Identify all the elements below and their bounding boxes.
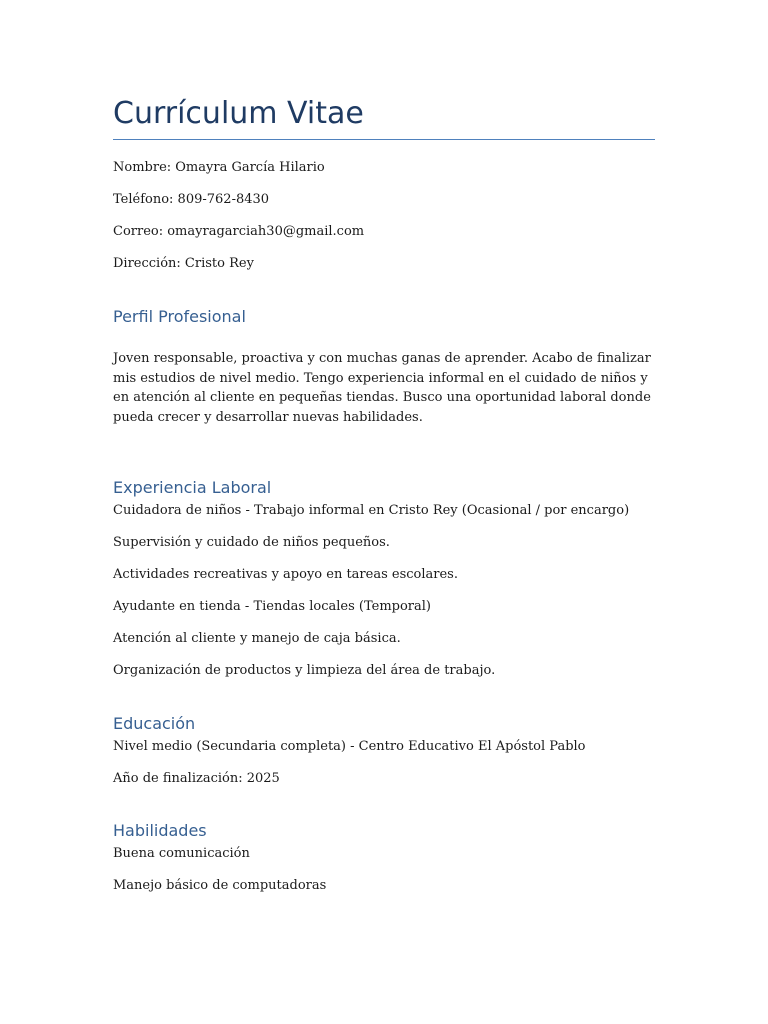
title-underline <box>113 139 655 140</box>
contact-email: Correo: omayragarciah30@gmail.com <box>113 224 365 239</box>
education-line: Año de finalización: 2025 <box>113 771 280 786</box>
experience-line: Actividades recreativas y apoyo en tareas escolares. <box>113 567 458 582</box>
experience-line: Organización de productos y limpieza del área de trabajo. <box>113 663 496 678</box>
experience-line: Cuidadora de niños - Trabajo informal en Cristo Rey (Ocasional / por encargo) <box>113 503 630 518</box>
experience-line: Atención al cliente y manejo de caja básica. <box>113 631 401 646</box>
section-heading-skills: Habilidades <box>113 821 207 840</box>
skills-line: Manejo básico de computadoras <box>113 878 327 893</box>
profile-paragraph: Joven responsable, proactiva y con muchas ganas de aprender. Acabo de finalizar mis estudios de nivel medio. Tengo experiencia informal en el cuidado de niños y en atención al cliente en pequeñas tiendas. Busco una oportunidad laboral donde pueda crecer y desarrollar nuevas habilidades. <box>113 351 651 425</box>
skills-line: Buena comunicación <box>113 846 250 861</box>
education-line: Nivel medio (Secundaria completa) - Centro Educativo El Apóstol Pablo <box>113 739 586 754</box>
section-heading-profile: Perfil Profesional <box>113 307 246 326</box>
experience-line: Ayudante en tienda - Tiendas locales (Temporal) <box>113 599 431 614</box>
document-title: Currículum Vitae <box>113 96 364 131</box>
section-heading-education: Educación <box>113 714 196 733</box>
section-heading-experience: Experiencia Laboral <box>113 478 272 497</box>
contact-name: Nombre: Omayra García Hilario <box>113 160 325 175</box>
contact-phone: Teléfono: 809-762-8430 <box>113 192 270 207</box>
experience-line: Supervisión y cuidado de niños pequeños. <box>113 535 390 550</box>
contact-address: Dirección: Cristo Rey <box>113 256 254 271</box>
